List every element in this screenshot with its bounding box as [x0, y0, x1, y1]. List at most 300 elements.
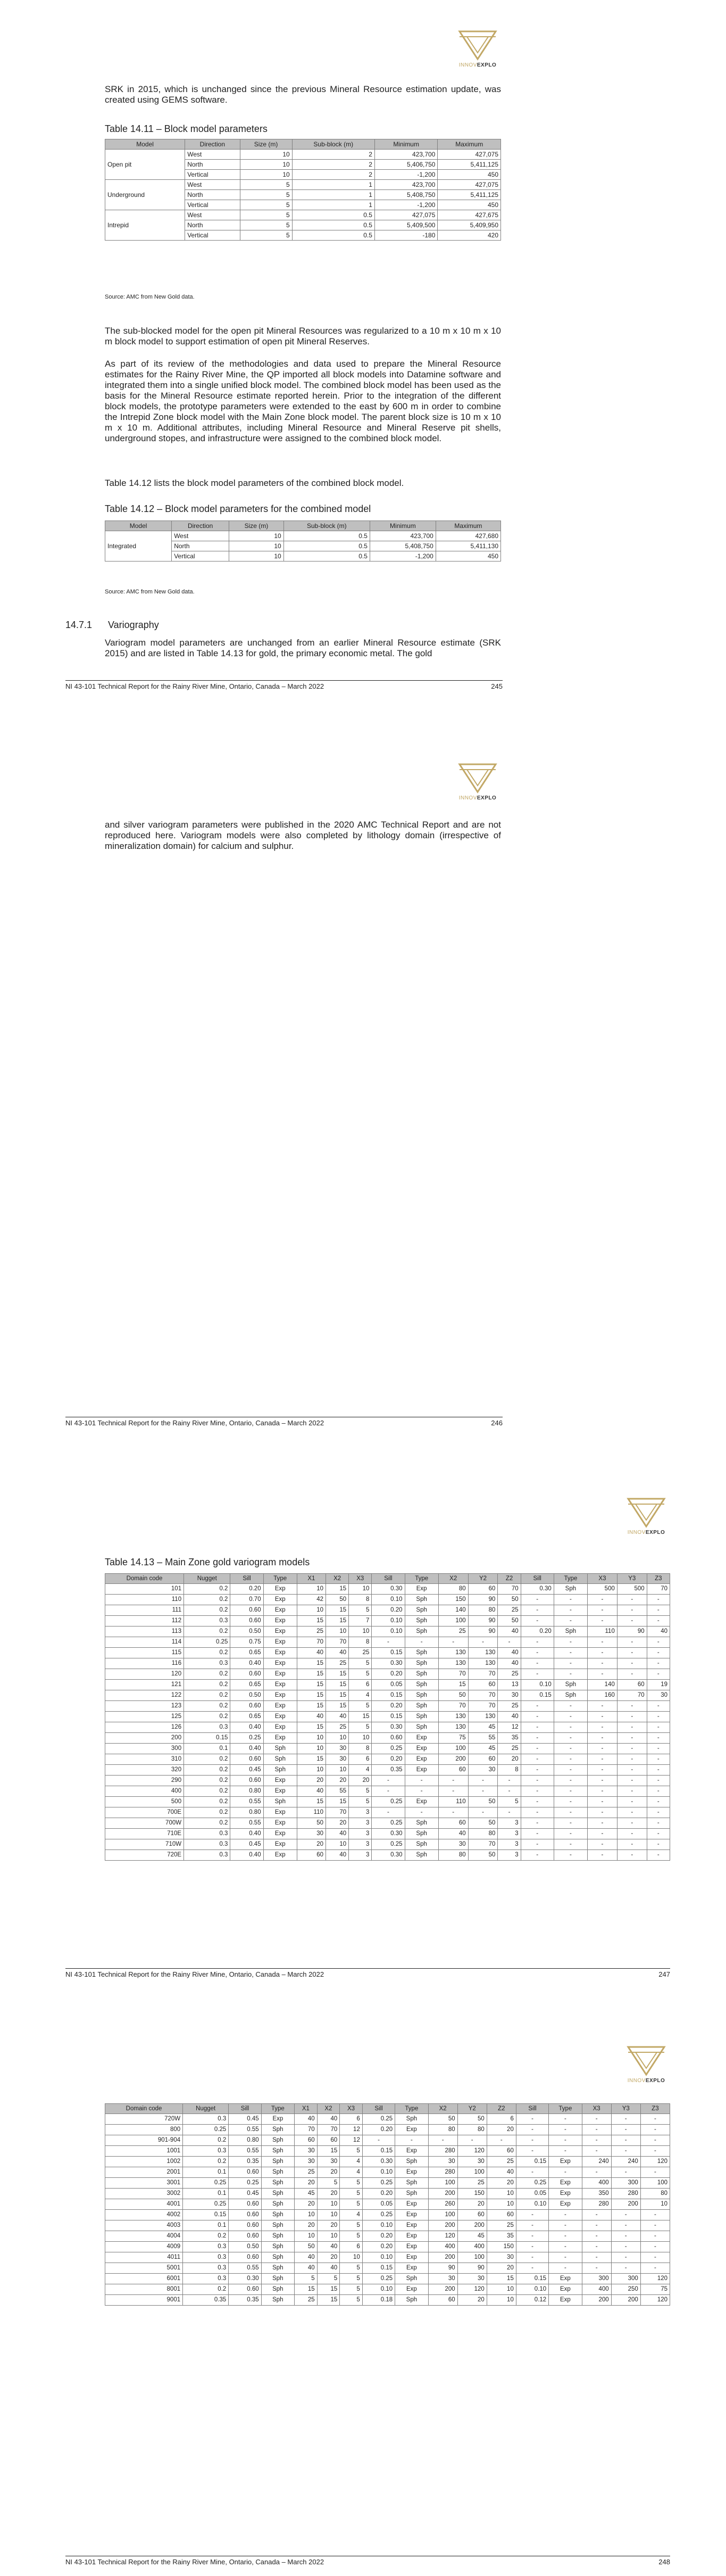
block-model-parameters-table	[105, 139, 501, 241]
table-cell: 2	[292, 170, 374, 180]
table-row	[105, 2114, 670, 2125]
table-cell: 8	[349, 1637, 372, 1648]
table-cell: -	[521, 1669, 554, 1680]
table-cell: 130	[468, 1658, 498, 1669]
table-cell: -	[611, 2125, 640, 2135]
table-cell: -	[549, 2231, 582, 2242]
paragraph-variogram-intro: Variogram model parameters are unchanged from an earlier Mineral Resource estimate (SRK 2015) and are listed in Table 14.13 for gold, the primary economic metal. The gold	[105, 638, 501, 658]
column-header: Sill	[362, 2104, 395, 2114]
table-cell: Sph	[405, 1595, 438, 1605]
table-cell: 5	[240, 200, 292, 210]
table-cell: -	[588, 1595, 617, 1605]
table-cell: 10	[326, 1626, 349, 1637]
table-cell: -	[372, 1637, 405, 1648]
page-footer	[65, 680, 503, 690]
table-cell: -	[549, 2146, 582, 2157]
table-cell: 4	[340, 2167, 363, 2178]
table-cell: -	[516, 2167, 548, 2178]
table-cell: 427,675	[438, 210, 501, 220]
table-cell: 10	[229, 551, 284, 562]
table-cell: 40	[326, 1712, 349, 1722]
table-cell: 5	[349, 1722, 372, 1733]
table-cell: 0.60	[230, 1776, 263, 1786]
table-cell: -	[549, 2167, 582, 2178]
table-cell: -	[617, 1712, 647, 1722]
column-header: Sill	[521, 1574, 554, 1584]
column-header: X2	[326, 1574, 349, 1584]
table-cell: -	[468, 1637, 498, 1648]
table-cell: Sph	[405, 1839, 438, 1850]
table-cell: 0.60	[372, 1733, 405, 1744]
table-row	[105, 2146, 670, 2157]
table-cell: 30	[428, 2157, 457, 2167]
table-cell: 130	[438, 1658, 468, 1669]
table-cell: 0.3	[183, 2274, 229, 2284]
table-cell: -	[647, 1850, 670, 1861]
table-cell: 114	[105, 1637, 184, 1648]
table-cell: Exp	[549, 2189, 582, 2199]
table-cell: -	[640, 2125, 670, 2135]
table-cell: -	[588, 1839, 617, 1850]
table-cell: 30	[317, 2157, 340, 2167]
table-row	[105, 2274, 670, 2284]
table-cell: 700E	[105, 1807, 184, 1818]
table-cell: -	[549, 2135, 582, 2146]
table-row	[105, 2231, 670, 2242]
table-cell: 40	[295, 2114, 318, 2125]
table-cell: 110	[588, 1626, 617, 1637]
table-cell: 0.1	[183, 2167, 229, 2178]
column-header: Domain code	[105, 2104, 183, 2114]
innovexplo-logo-icon	[456, 762, 499, 794]
table-cell: 40	[326, 1648, 349, 1658]
table-cell: 300	[611, 2274, 640, 2284]
table-cell: 0.30	[372, 1658, 405, 1669]
table-cell: 0.10	[372, 1595, 405, 1605]
table-cell: 40	[295, 2252, 318, 2263]
table-cell: 30	[297, 1829, 326, 1839]
table-cell: 0.3	[184, 1616, 230, 1626]
table-cell: -	[582, 2114, 611, 2125]
table-cell: Sph	[395, 2274, 428, 2284]
table-cell: -	[372, 1776, 405, 1786]
column-header: Type	[549, 2104, 582, 2114]
column-header: X2	[438, 1574, 468, 1584]
table-row	[105, 1744, 670, 1754]
table-cell: 0.2	[184, 1701, 230, 1712]
column-header: X3	[588, 1574, 617, 1584]
table-cell: 5,411,125	[438, 160, 501, 170]
table-cell: -	[647, 1797, 670, 1807]
page-footer	[65, 1417, 503, 1427]
table-cell: 5,406,750	[374, 160, 438, 170]
table-cell: 0.2	[183, 2157, 229, 2167]
table-cell: 30	[438, 1839, 468, 1850]
table-cell: 0.40	[230, 1658, 263, 1669]
table-cell: -	[617, 1637, 647, 1648]
table-cell: 13	[498, 1680, 521, 1690]
table-cell: -	[405, 1776, 438, 1786]
table-cell: -	[554, 1669, 587, 1680]
table-cell: -	[611, 2167, 640, 2178]
table-cell: 30	[457, 2274, 487, 2284]
table-cell: 6	[349, 1754, 372, 1765]
table-cell: 0.55	[230, 1818, 263, 1829]
table-cell: 100	[438, 1744, 468, 1754]
table-cell: Sph	[263, 1765, 297, 1776]
table-cell: -	[549, 2210, 582, 2220]
table-cell: -	[617, 1733, 647, 1744]
table-row	[105, 1712, 670, 1722]
table-cell: West	[172, 531, 229, 541]
table-cell: Sph	[261, 2242, 294, 2252]
table-cell: 90	[428, 2263, 457, 2274]
table-cell: -	[611, 2146, 640, 2157]
table-cell: 0.2	[184, 1776, 230, 1786]
table-cell: 100	[457, 2252, 487, 2263]
table-cell: -	[498, 1637, 521, 1648]
table-cell: 15	[297, 1701, 326, 1712]
table-cell: 0.60	[230, 1669, 263, 1680]
table-cell: 0.65	[230, 1680, 263, 1690]
table-cell: Sph	[405, 1648, 438, 1658]
table-cell: Sph	[263, 1797, 297, 1807]
table-cell: Vertical	[185, 200, 240, 210]
table-cell: 6	[349, 1680, 372, 1690]
table-cell: 60	[487, 2210, 516, 2220]
table-cell: North	[185, 220, 240, 230]
table-cell: Sph	[554, 1626, 587, 1637]
table-cell: 427,075	[374, 210, 438, 220]
table-row	[105, 1595, 670, 1605]
table-cell: 15	[487, 2274, 516, 2284]
table-cell: 3	[349, 1850, 372, 1861]
table-cell: -	[554, 1839, 587, 1850]
table-cell: 0.25	[372, 1744, 405, 1754]
table-cell: 10	[349, 1733, 372, 1744]
table-cell: Exp	[395, 2167, 428, 2178]
table-cell: 0.60	[230, 1616, 263, 1626]
table-cell: 12	[498, 1722, 521, 1733]
table-cell: 150	[457, 2189, 487, 2199]
table-cell: 0.30	[372, 1722, 405, 1733]
table-cell: -	[582, 2210, 611, 2220]
table-cell: 50	[498, 1595, 521, 1605]
table-cell: -	[516, 2146, 548, 2157]
table-cell: -	[521, 1839, 554, 1850]
table-cell: -	[617, 1605, 647, 1616]
table-cell: 4	[340, 2157, 363, 2167]
table-row	[105, 1584, 670, 1595]
table-cell: -	[521, 1733, 554, 1744]
page-number: 245	[491, 682, 503, 690]
table-cell: -	[647, 1765, 670, 1776]
table-cell: -	[498, 1807, 521, 1818]
column-header: X2	[428, 2104, 457, 2114]
table-cell: 0.55	[230, 1797, 263, 1807]
table-cell: -	[611, 2242, 640, 2252]
table-cell: 0.2	[184, 1584, 230, 1595]
table-cell: 0.25	[183, 2199, 229, 2210]
table-cell: -	[521, 1786, 554, 1797]
table-cell: Exp	[263, 1658, 297, 1669]
table-cell: Exp	[263, 1637, 297, 1648]
table-cell: 15	[297, 1754, 326, 1765]
table-cell: 400	[457, 2242, 487, 2252]
model-cell: Intrepid	[105, 210, 185, 241]
table-cell: 0.20	[372, 1669, 405, 1680]
table-cell: -	[588, 1765, 617, 1776]
table-cell: 1001	[105, 2146, 183, 2157]
table-cell: 0.10	[362, 2252, 395, 2263]
table-cell: 0.15	[372, 1690, 405, 1701]
page-246	[0, 740, 726, 1469]
paragraph-silver-variogram: and silver variogram parameters were published in the 2020 AMC Technical Report and are not reproduced here. Variogram models were also completed by lithology domain (irrespective of mineralization domain) for calcium and sulphur.	[105, 820, 501, 851]
table-cell: Sph	[263, 1754, 297, 1765]
table-cell: -1,200	[374, 170, 438, 180]
table-cell: 0.2	[183, 2284, 229, 2295]
table-cell: 8	[498, 1765, 521, 1776]
table-cell: -	[647, 1722, 670, 1733]
table-cell: 400	[428, 2242, 457, 2252]
table-cell: -	[582, 2167, 611, 2178]
table-cell: Sph	[261, 2189, 294, 2199]
table-cell: -	[617, 1722, 647, 1733]
table-cell: 0.80	[230, 1786, 263, 1797]
paragraph-review: As part of its review of the methodologies and data used to prepare the Mineral Resource estimates for the Rainy River Mine, the QP imported all block models into Datamine software and integrated them into a single unified block model. The combined block model has been used as the basis for the Mineral Resource estimate reported herein. Prior to the integration of the different block models, the prototype parameters were extended to the east by 600 m in order to combine the Intrepid Zone block model with the Main Zone block model. The parent block size is 10 m x 10 m x 10 m. Additional attributes, including Mineral Resource and Mineral Reserve pit shells, underground stopes, and infrastructure were assigned to the combined block model.	[105, 359, 501, 443]
table-cell: 30	[647, 1690, 670, 1701]
table-row	[105, 1701, 670, 1712]
table-cell: 15	[326, 1669, 349, 1680]
table-cell: -	[640, 2242, 670, 2252]
table-row	[105, 2178, 670, 2189]
table-row	[105, 150, 501, 160]
table-cell: 0.2	[184, 1595, 230, 1605]
column-header: Type	[405, 1574, 438, 1584]
table-cell: Exp	[263, 1605, 297, 1616]
column-header: Nugget	[183, 2104, 229, 2114]
table-cell: 0.15	[184, 1733, 230, 1744]
table-cell: Exp	[263, 1839, 297, 1850]
table-cell: 0.05	[372, 1680, 405, 1690]
table-cell: 80	[640, 2189, 670, 2199]
table-cell: Sph	[261, 2295, 294, 2306]
table-cell: 0.55	[229, 2263, 261, 2274]
table-cell: 0.60	[230, 1754, 263, 1765]
table-cell: 10	[487, 2199, 516, 2210]
table-cell: 60	[297, 1850, 326, 1861]
table-row	[105, 2263, 670, 2274]
table-cell: 20	[317, 2189, 340, 2199]
table-cell: 40	[326, 1829, 349, 1839]
table-row	[105, 2284, 670, 2295]
table-cell: -	[647, 1776, 670, 1786]
table-cell: -	[372, 1807, 405, 1818]
table-cell: 15	[349, 1712, 372, 1722]
table-cell: -	[617, 1829, 647, 1839]
table-cell: 0.25	[362, 2274, 395, 2284]
table-cell: 45	[468, 1744, 498, 1754]
table-cell: 0.05	[362, 2199, 395, 2210]
page-245	[0, 0, 726, 740]
table-cell: -	[521, 1807, 554, 1818]
table-cell: 122	[105, 1690, 184, 1701]
table-row	[105, 1648, 670, 1658]
table-cell: 125	[105, 1712, 184, 1722]
table-cell: 101	[105, 1584, 184, 1595]
table-cell: 10	[326, 1839, 349, 1850]
table-cell: 15	[317, 2284, 340, 2295]
table-cell: 20	[317, 2252, 340, 2263]
table-cell: 0.2	[184, 1818, 230, 1829]
table-cell: 3	[349, 1829, 372, 1839]
model-cell: Open pit	[105, 150, 185, 180]
table-cell: 0.15	[372, 1648, 405, 1658]
table-cell: -	[640, 2167, 670, 2178]
table-cell: -	[647, 1616, 670, 1626]
table-cell: Exp	[405, 1754, 438, 1765]
table-cell: Exp	[395, 2220, 428, 2231]
table-cell: 3001	[105, 2178, 183, 2189]
table-cell: 45	[457, 2231, 487, 2242]
table-cell: -	[516, 2210, 548, 2220]
table-cell: 25	[487, 2220, 516, 2231]
table-cell: 90	[468, 1616, 498, 1626]
table-cell: 40	[297, 1648, 326, 1658]
table-cell: 10	[229, 531, 284, 541]
table-cell: Sph	[261, 2220, 294, 2231]
table-cell: Sph	[395, 2295, 428, 2306]
table-cell: 5,408,750	[374, 190, 438, 200]
table-cell: 0.05	[516, 2189, 548, 2199]
table-cell: 6	[340, 2242, 363, 2252]
table-cell: 240	[611, 2157, 640, 2167]
table-cell: 50	[326, 1595, 349, 1605]
table-cell: 120	[640, 2274, 670, 2284]
table-cell: Exp	[395, 2125, 428, 2135]
column-header: Model	[105, 521, 172, 531]
table-cell: Exp	[263, 1829, 297, 1839]
column-header: Z3	[647, 1574, 670, 1584]
innovexplo-logo	[454, 29, 502, 68]
table-cell: 120	[640, 2295, 670, 2306]
table-cell: 10	[297, 1733, 326, 1744]
table-cell: 200	[611, 2199, 640, 2210]
table-cell: -	[647, 1829, 670, 1839]
table-cell: 300	[582, 2274, 611, 2284]
table-row	[105, 2295, 670, 2306]
table-cell: -	[554, 1712, 587, 1722]
table-cell: 110	[297, 1807, 326, 1818]
table-cell: 40	[647, 1626, 670, 1637]
table-cell: 0.15	[372, 1712, 405, 1722]
table-cell: 280	[428, 2167, 457, 2178]
table-row	[105, 2125, 670, 2135]
table-cell: Sph	[554, 1584, 587, 1595]
table-cell: -	[516, 2125, 548, 2135]
table-cell: -	[588, 1669, 617, 1680]
table-cell: 5	[340, 2295, 363, 2306]
table-cell: 5	[340, 2146, 363, 2157]
table-cell: Sph	[395, 2189, 428, 2199]
table-row	[105, 2210, 670, 2220]
table-cell: -	[457, 2135, 487, 2146]
table-cell: -	[611, 2114, 640, 2125]
table-cell: 450	[438, 200, 501, 210]
table-cell: 0.3	[184, 1722, 230, 1733]
table-cell: 10	[240, 170, 292, 180]
table-cell: 15	[297, 1797, 326, 1807]
table-cell: 6	[340, 2114, 363, 2125]
section-heading-variography	[65, 620, 159, 631]
table-cell: 10	[349, 1626, 372, 1637]
table-cell: -	[647, 1712, 670, 1722]
table-cell: 15	[297, 1616, 326, 1626]
table-cell: 25	[498, 1669, 521, 1680]
innovexplo-logo	[622, 1497, 670, 1535]
table-cell: 25	[326, 1722, 349, 1733]
table-cell: 15	[326, 1584, 349, 1595]
table-cell: 0.45	[229, 2114, 261, 2125]
table-cell: 8	[349, 1744, 372, 1754]
table-cell: 0.15	[183, 2210, 229, 2220]
table-cell: Sph	[261, 2210, 294, 2220]
table-cell: -	[521, 1701, 554, 1712]
table-cell: -1,200	[370, 551, 436, 562]
table-cell: -	[647, 1648, 670, 1658]
column-header: Sill	[516, 2104, 548, 2114]
table-cell: 0.10	[372, 1616, 405, 1626]
table-cell: 200	[611, 2295, 640, 2306]
table-cell: -	[521, 1818, 554, 1829]
table-cell: 3	[498, 1839, 521, 1850]
table-cell: -	[549, 2252, 582, 2263]
table-cell: 200	[428, 2284, 457, 2295]
table-cell: 60	[428, 2295, 457, 2306]
table-cell: -	[549, 2125, 582, 2135]
table-cell: -	[617, 1595, 647, 1605]
table-cell: 15	[438, 1680, 468, 1690]
table-cell: 30	[326, 1754, 349, 1765]
table-cell: -	[647, 1733, 670, 1744]
table-cell: Exp	[263, 1712, 297, 1722]
table-cell: 5	[240, 210, 292, 220]
table-cell: Exp	[549, 2284, 582, 2295]
table-cell: -180	[374, 230, 438, 241]
table-cell: 25	[295, 2295, 318, 2306]
table-cell: Sph	[263, 1744, 297, 1754]
table-cell: 3002	[105, 2189, 183, 2199]
column-header: Type	[261, 2104, 294, 2114]
table-cell: West	[185, 180, 240, 190]
table-cell: 15	[326, 1616, 349, 1626]
table-cell: -	[516, 2135, 548, 2146]
table-cell: 20	[295, 2220, 318, 2231]
table-cell: 0.30	[229, 2274, 261, 2284]
table-cell: 10	[326, 1765, 349, 1776]
table-cell: 15	[295, 2284, 318, 2295]
table-row	[105, 1626, 670, 1637]
table-cell: 0.1	[183, 2220, 229, 2231]
column-header: Sill	[230, 1574, 263, 1584]
table-cell: 130	[468, 1712, 498, 1722]
table-cell: 0.40	[230, 1744, 263, 1754]
table-cell: 150	[487, 2242, 516, 2252]
table-cell: 90	[468, 1595, 498, 1605]
table-cell: 50	[457, 2114, 487, 2125]
table-cell: 320	[105, 1765, 184, 1776]
table-cell: North	[185, 160, 240, 170]
